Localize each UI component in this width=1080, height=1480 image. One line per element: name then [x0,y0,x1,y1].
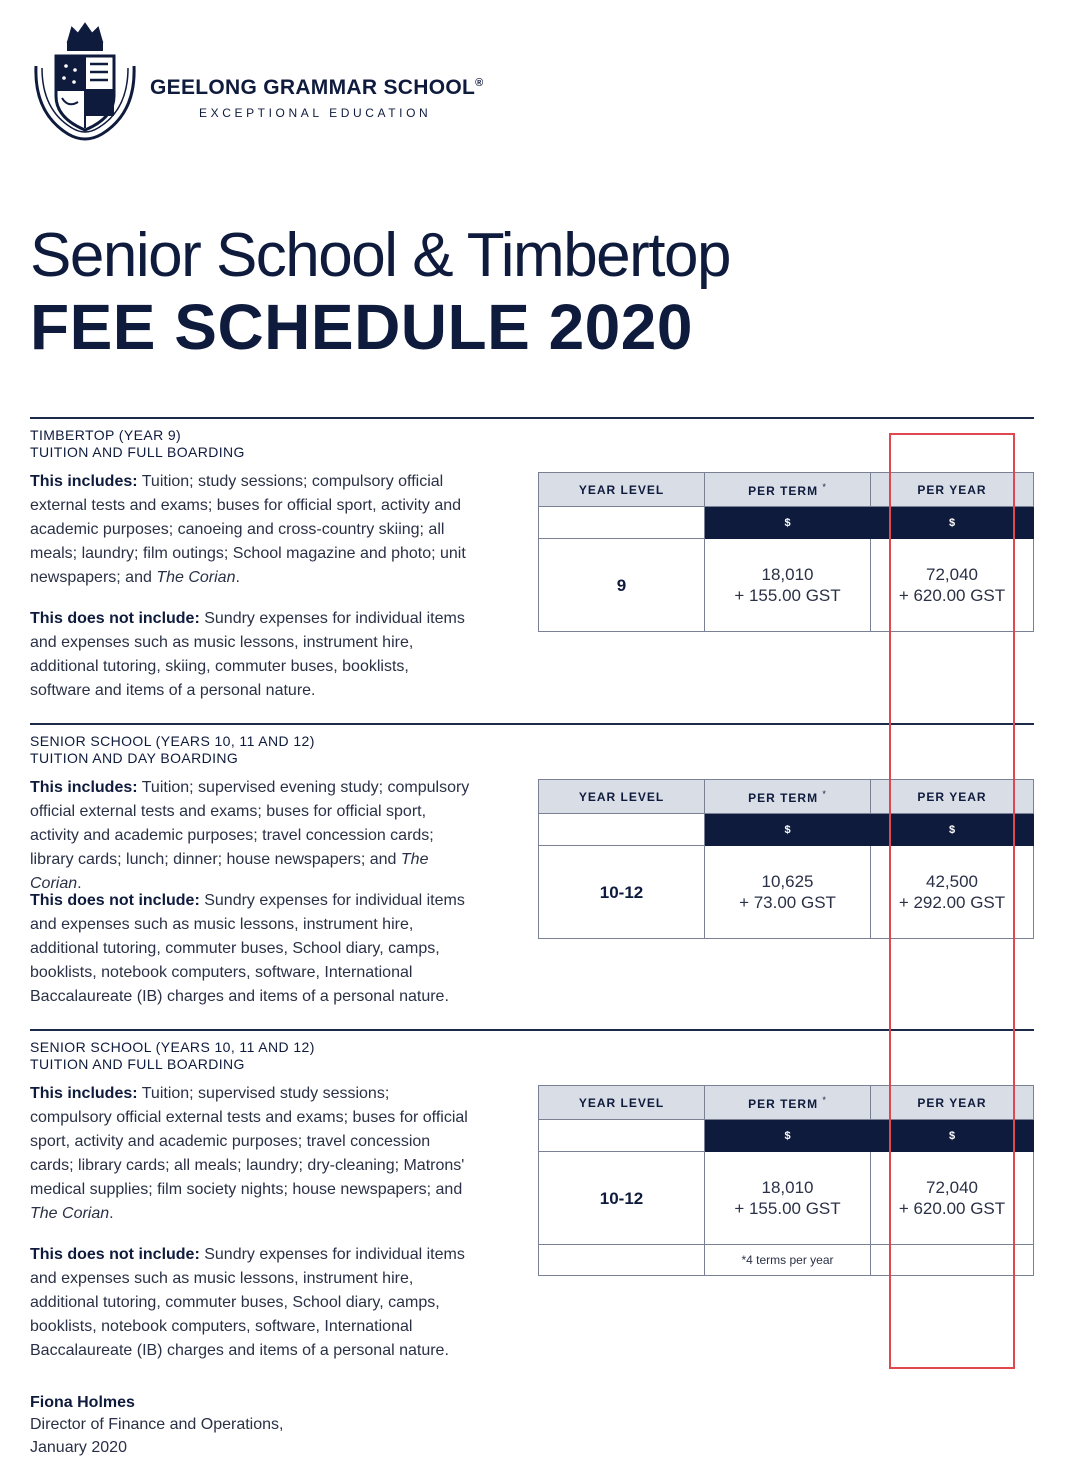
excludes-paragraph [30,607,470,703]
includes-paragraph: This includes: Tuition; supervised evening study; compulsory official external tests and exams; buses for official sport, activity and academic purposes; travel concession cards; library cards; lunch; dinner; house newspapers; and The Corian. [30,779,470,892]
excludes-text: Sundry expenses for individual items and expenses such as music lessons, instrument hire, additional tutoring, commuter buses, School diary, camps, booklists, notebook computers, software, International Baccalaureate (IB) charges and items of a personal nature. [30,1246,465,1359]
includes-paragraph: This includes: Tuition; supervised study sessions; compulsory official external tests and exams; buses for official sport, activity and academic purposes; travel concession cards; library cards; all meals; laundry; dry-cleaning; Matrons' medical supplies; film society nights; house newspapers; and The Corian. [30,1085,468,1222]
col-header-per-term: PER TERM * [705,780,871,814]
year-level-cell: 10-12 [539,1152,705,1245]
terms-footnote: *4 terms per year [705,1245,871,1276]
page-subtitle: FEE SCHEDULE 2020 [30,291,693,363]
includes-label: This includes: [30,1085,138,1102]
per-year-cell: 72,040 + 620.00 GST [871,539,1034,632]
signatory-name: Fiona Holmes [30,1394,135,1411]
includes-italic: The Corian [156,569,236,586]
per-term-cell: 18,010 + 155.00 GST [705,539,871,632]
col-header-per-term: PER TERM * [705,1086,871,1120]
section-heading-title: SENIOR SCHOOL (YEARS 10, 11 AND 12) [30,1039,315,1055]
per-term-cell: 18,010 + 155.00 GST [705,1152,871,1245]
registered-mark: ® [475,77,484,89]
currency-cell: $ [871,507,1034,539]
includes-text: Tuition; supervised evening study; compulsory official external tests and exams; buses for official sport, activity and academic purposes; travel concession cards; library cards; lunch; dinner; house newspapers; and [30,779,470,868]
school-crest-icon [28,18,142,148]
signatory-role: Director of Finance and Operations, [30,1416,284,1433]
per-term-cell: 10,625 + 73.00 GST [705,846,871,939]
excludes-label: This does not include: [30,1246,200,1263]
col-header-per-year: PER YEAR [871,780,1034,814]
excludes-paragraph [30,889,470,1009]
currency-cell: $ [705,814,871,846]
section-heading-subtitle: TUITION AND FULL BOARDING [30,444,245,460]
per-year-cell: 72,040 + 620.00 GST [871,1152,1034,1245]
section-heading-title: TIMBERTOP (YEAR 9) [30,427,182,443]
excludes-text: Sundry expenses for individual items and expenses such as music lessons, instrument hire, additional tutoring, skiing, commuter buses, booklists, software and items of a personal nature. [30,610,465,699]
currency-cell: $ [871,814,1034,846]
currency-blank [539,814,705,846]
section-divider [30,1029,1034,1031]
year-level-cell: 10-12 [539,846,705,939]
col-header-year-level: YEAR LEVEL [539,473,705,507]
section-divider [30,723,1034,725]
excludes-text: Sundry expenses for individual items and expenses such as music lessons, instrument hire, additional tutoring, commuter buses, School diary, camps, booklists, notebook computers, software, International Baccalaureate (IB) charges and items of a personal nature. [30,892,465,1005]
per-year-cell: 42,500 + 292.00 GST [871,846,1034,939]
section-heading [30,733,315,767]
includes-label: This includes: [30,473,138,490]
excludes-paragraph [30,1243,470,1363]
currency-cell: $ [871,1120,1034,1152]
col-header-per-year: PER YEAR [871,1086,1034,1120]
section-heading [30,427,245,461]
col-header-per-term: PER TERM * [705,473,871,507]
section-heading [30,1039,315,1073]
section-heading-subtitle: TUITION AND DAY BOARDING [30,750,239,766]
col-header-per-year: PER YEAR [871,473,1034,507]
note-blank [539,1245,705,1276]
section-divider [30,417,1034,419]
includes-italic: The Corian [30,851,429,892]
school-name: GEELONG GRAMMAR SCHOOL® [150,76,484,99]
per-year-highlight-box [889,433,1015,1369]
excludes-label: This does not include: [30,892,200,909]
currency-cell: $ [705,1120,871,1152]
includes-text: Tuition; study sessions; compulsory official external tests and exams; buses for official sport, activity and academic purposes; canoeing and cross-country skiing; all meals; laundry; film outings; School magazine and photo; unit newspapers; and [30,473,466,586]
col-header-year-level: YEAR LEVEL [539,1086,705,1120]
currency-cell: $ [705,507,871,539]
currency-blank [539,1120,705,1152]
includes-label: This includes: [30,779,138,796]
page-title: Senior School & Timbertop [30,221,730,290]
includes-italic: The Corian [30,1205,110,1222]
currency-blank [539,507,705,539]
excludes-label: This does not include: [30,610,200,627]
section-heading-title: SENIOR SCHOOL (YEARS 10, 11 AND 12) [30,733,315,749]
school-tagline: EXCEPTIONAL EDUCATION [199,106,432,120]
section-heading-subtitle: TUITION AND FULL BOARDING [30,1056,245,1072]
col-header-year-level: YEAR LEVEL [539,780,705,814]
signature-date: January 2020 [30,1439,127,1456]
year-level-cell: 9 [539,539,705,632]
includes-paragraph: This includes: Tuition; study sessions; compulsory official external tests and exams; buses for official sport, activity and academic purposes; canoeing and cross-country skiing; all meals; laundry; film outings; School magazine and photo; unit newspapers; and The Corian. [30,473,466,586]
includes-text: Tuition; supervised study sessions; compulsory official external tests and exams; buses for official sport, activity and academic purposes; travel concession cards; library cards; all meals; laundry; dry-cleaning; Matrons' medical supplies; film society nights; house newspapers; and [30,1085,468,1198]
